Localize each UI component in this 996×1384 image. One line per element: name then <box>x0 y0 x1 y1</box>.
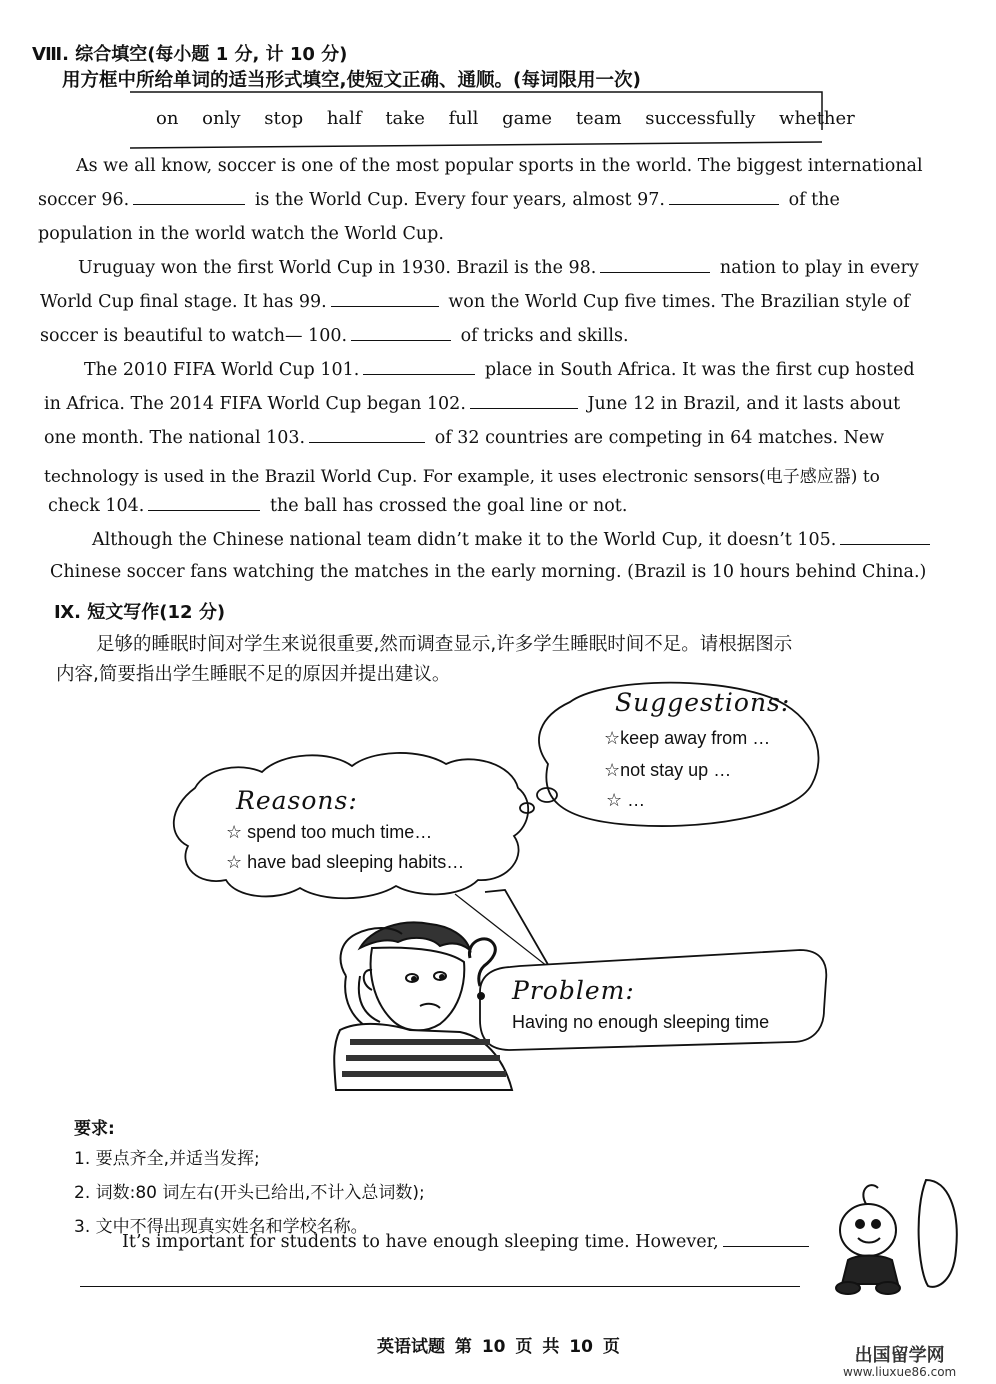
word-bank-item: successfully <box>645 108 756 129</box>
passage-line: population in the world watch the World Cup. <box>38 224 444 244</box>
watermark-title: 出国留学网 <box>854 1345 945 1366</box>
word-bank-item: whether <box>779 108 855 129</box>
word-bank-item: full <box>448 108 479 129</box>
requirement-item: 3. 文中不得出现真实姓名和学校名称。 <box>74 1217 368 1237</box>
writing-opening: It’s important for students to have enough sleeping time. However, <box>122 1232 813 1252</box>
passage-line: Chinese soccer fans watching the matches in the early morning. (Brazil is 10 hours behind China.) <box>50 562 927 582</box>
illustration <box>0 680 996 1100</box>
word-bank-item: take <box>385 108 425 129</box>
passage-line: one month. The national 103. of 32 countries are competing in 64 matches. New <box>44 428 885 448</box>
watermark-url: www.liuxue86.com <box>843 1365 957 1379</box>
passage-line: World Cup final stage. It has 99. won the World Cup five times. The Brazilian style of <box>40 292 910 312</box>
section-8-title: Ⅷ. 综合填空(每小题 1 分, 计 10 分) <box>32 44 348 65</box>
passage-line: The 2010 FIFA World Cup 101. place in South Africa. It was the first cup hosted <box>84 360 915 380</box>
suggestion-item: ☆ … <box>606 790 646 810</box>
passage-line: check 104. the ball has crossed the goal line or not. <box>48 496 628 516</box>
writing-blank[interactable] <box>723 1245 809 1247</box>
blank-105[interactable] <box>840 543 930 545</box>
blank-102[interactable] <box>470 407 578 409</box>
word-bank <box>156 108 873 129</box>
blank-100[interactable] <box>351 339 451 341</box>
suggestions-heading: Suggestions: <box>615 688 791 717</box>
passage-line: Uruguay won the first World Cup in 1930. Brazil is the 98. nation to play in every <box>78 258 919 278</box>
word-bank-box <box>126 90 855 148</box>
blank-98[interactable] <box>600 271 710 273</box>
section-9-title: Ⅸ. 短文写作(12 分) <box>54 602 226 623</box>
problem-text: Having no enough sleeping time <box>512 1012 770 1032</box>
passage-line: As we all know, soccer is one of the most popular sports in the world. The biggest international <box>76 156 923 176</box>
blank-99[interactable] <box>331 305 439 307</box>
suggestion-item: ☆not stay up … <box>604 760 732 780</box>
word-bank-item: on <box>156 108 179 129</box>
reason-item: ☆ spend too much time… <box>226 822 433 842</box>
watermark <box>843 1347 956 1381</box>
reasons-heading: Reasons: <box>236 786 358 815</box>
blank-103[interactable] <box>309 441 425 443</box>
section-9-prompt: 足够的睡眠时间对学生来说很重要,然而调查显示,许多学生睡眠时间不足。请根据图示 <box>96 634 793 655</box>
section-8-instruction: 用方框中所给单词的适当形式填空,使短文正确、通顺。(每词限用一次) <box>62 70 641 91</box>
word-bank-item: only <box>202 108 241 129</box>
blank-97[interactable] <box>669 203 779 205</box>
section-9-prompt: 内容,简要指出学生睡眠不足的原因并提出建议。 <box>56 664 451 685</box>
requirement-item: 2. 词数:80 词左右(开头已给出,不计入总词数); <box>74 1183 425 1203</box>
passage-line: technology is used in the Brazil World Cup. For example, it uses electronic sensors(电子感应器) to <box>44 467 880 487</box>
word-bank-item: half <box>326 108 362 129</box>
problem-heading: Problem: <box>512 976 635 1005</box>
word-bank-item: team <box>575 108 622 129</box>
mascot-illustration <box>818 1150 983 1300</box>
suggestion-item: ☆keep away from … <box>604 728 771 748</box>
passage-line: soccer 96. is the World Cup. Every four years, almost 97. of the <box>38 190 840 210</box>
word-bank-item: game <box>502 108 553 129</box>
passage-line: in Africa. The 2014 FIFA World Cup began 102. June 12 in Brazil, and it lasts about <box>44 394 901 414</box>
writing-line[interactable] <box>80 1286 800 1287</box>
blank-104[interactable] <box>148 509 260 511</box>
blank-96[interactable] <box>133 203 245 205</box>
blank-101[interactable] <box>363 373 475 375</box>
word-bank-item: stop <box>264 108 304 129</box>
passage-line: Although the Chinese national team didn’t make it to the World Cup, it doesn’t 105. <box>92 530 934 550</box>
reason-item: ☆ have bad sleeping habits… <box>226 852 465 872</box>
passage-line: soccer is beautiful to watch— 100. of tricks and skills. <box>40 326 629 346</box>
requirement-item: 1. 要点齐全,并适当发挥; <box>74 1149 260 1169</box>
requirements-heading: 要求: <box>74 1119 115 1139</box>
page-footer: 英语试题 第 10 页 共 10 页 <box>377 1337 620 1357</box>
